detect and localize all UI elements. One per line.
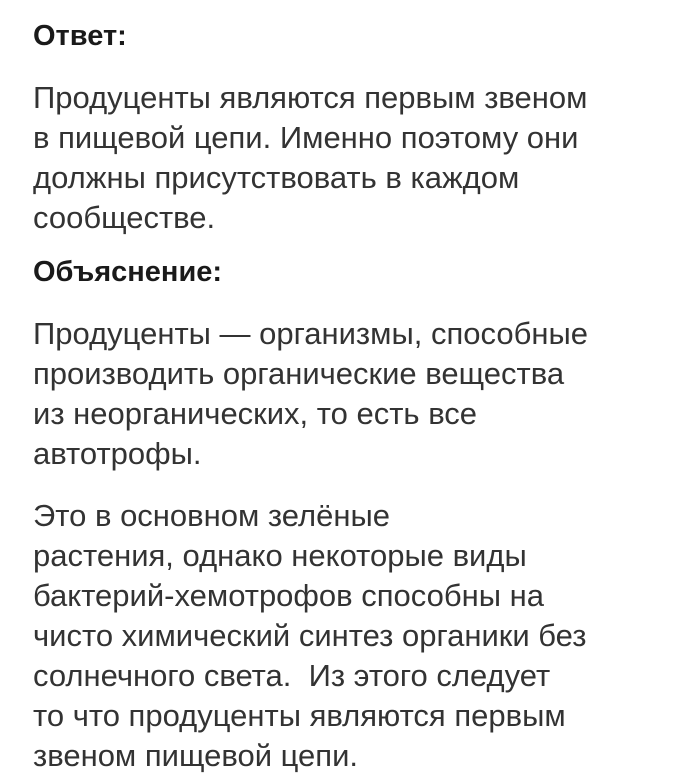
- text-line: Это в основном зелёные: [33, 498, 390, 533]
- text-line: то что продуценты являются первым: [33, 698, 566, 733]
- text-line: бактерий-хемотрофов способны на: [33, 578, 545, 613]
- text-line: чисто химический синтез органики без: [33, 618, 587, 653]
- text-line: растения, однако некоторые виды: [33, 538, 527, 573]
- text-line: солнечного света. Из этого следует: [33, 658, 551, 693]
- answer-document: [33, 16, 693, 776]
- text-line: из неорганических, то есть все: [33, 396, 478, 431]
- text-line: звеном пищевой цепи.: [33, 738, 359, 773]
- text-line: в пищевой цепи. Именно поэтому они: [33, 120, 579, 155]
- text-line: автотрофы.: [33, 436, 202, 471]
- text-line: производить органические вещества: [33, 356, 565, 391]
- answer-heading: Ответ:: [33, 20, 127, 52]
- explanation-heading: Объяснение:: [33, 256, 223, 288]
- explanation-paragraph-1: [33, 314, 693, 474]
- text-line: сообществе.: [33, 200, 216, 235]
- explanation-paragraph-2: [33, 496, 693, 776]
- text-line: Продуценты являются первым звеном: [33, 80, 588, 115]
- text-line: должны присутствовать в каждом: [33, 160, 520, 195]
- text-line: Продуценты — организмы, способные: [33, 316, 588, 351]
- answer-paragraph: [33, 78, 693, 238]
